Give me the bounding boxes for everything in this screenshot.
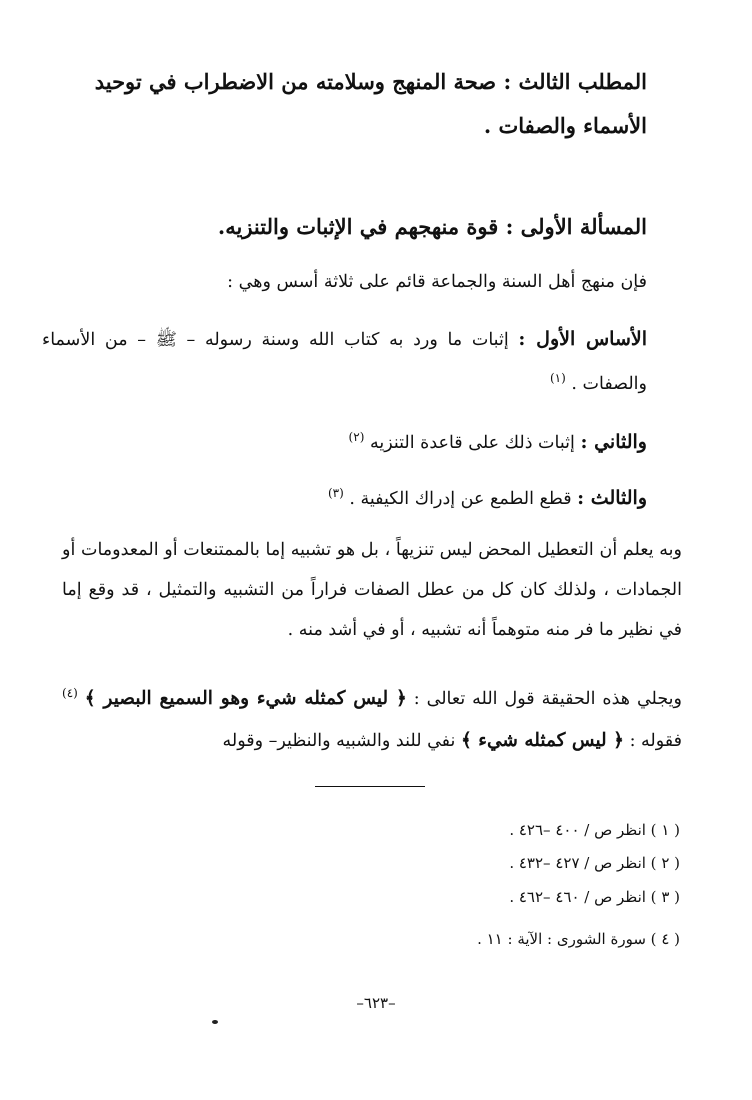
foundation-3 <box>87 474 647 518</box>
verse-paragraph <box>62 672 682 762</box>
verse-middle: فقوله : <box>629 730 682 751</box>
footnote-ref-3: (٣) <box>327 486 344 500</box>
foundation-2 <box>87 418 647 462</box>
foundation-1 <box>42 320 647 403</box>
footnote-4: ( ٤ ) سورة الشورى : الآية : ١١ . <box>477 930 680 948</box>
footnote-1: ( ١ ) انظر ص / ٤٠٠ –٤٢٦ . <box>509 821 680 839</box>
foundation-2-label: والثاني : <box>580 430 647 453</box>
subsection-title: المسألة الأولى : قوة منهجهم في الإثبات والتنزيه. <box>217 214 647 239</box>
quran-verse: ﴿ ليس كمثله شيء وهو السميع البصير ﴾ <box>84 687 407 709</box>
foundation-1-label: الأساس الأول : <box>518 328 647 350</box>
footnote-divider <box>315 786 425 787</box>
foundation-3-text: قطع الطمع عن إدراك الكيفية . <box>349 488 572 509</box>
foundation-3-label: والثالث : <box>577 486 647 509</box>
footnote-2: ( ٢ ) انظر ص / ٤٢٧ –٤٣٢ . <box>509 854 680 872</box>
intro-paragraph: فإن منهج أهل السنة والجماعة قائم على ثلاثة أسس وهي : <box>227 272 647 292</box>
verse-tail: نفي للند والشبيه والنظير– وقوله <box>222 730 456 751</box>
footnote-3: ( ٣ ) انظر ص / ٤٦٠ –٤٦٢ . <box>509 888 680 906</box>
quran-verse-part: ﴿ ليس كمثله شيء ﴾ <box>460 729 624 751</box>
tatil-paragraph: وبه يعلم أن التعطيل المحض ليس تنزيهاً ، بل هو تشبيه إما بالممتنعات أو المعدومات أو الجمادات ، ولذلك كان كل من عطل الصفات فراراً من التشبيه والتمثيل ، قد وقع إما في نظير ما فر منه متوهماً أنه تشبيه ، أو في أشد منه . <box>62 540 682 640</box>
scan-speck <box>212 1020 218 1024</box>
section-title: المطلب الثالث : صحة المنهج وسلامته من الاضطراب في توحيد الأسماء والصفات . <box>94 69 647 138</box>
footnote-ref-2: (٢) <box>348 430 365 444</box>
footnote-ref-4: (٤) <box>62 686 78 700</box>
footnote-ref-1: (١) <box>549 371 566 385</box>
page-number: –٦٢٣– <box>356 994 396 1012</box>
foundation-1-text: إثبات ما ورد به كتاب الله وسنة رسوله – ﷺ – من الأسماء والصفات . <box>42 330 647 394</box>
verse-lead: ويجلي هذه الحقيقة قول الله تعالى : <box>413 688 682 709</box>
foundation-2-text: إثبات ذلك على قاعدة التنزيه <box>369 432 575 453</box>
